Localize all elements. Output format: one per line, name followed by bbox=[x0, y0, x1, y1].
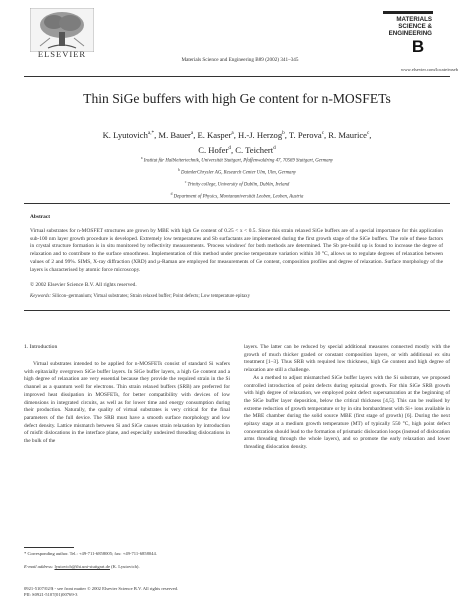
corresponding-author-note: * Corresponding author. Tel.: +49-711-6858005; fax: +49-711-6858044. bbox=[24, 551, 157, 556]
email-label: E-mail address: bbox=[24, 564, 54, 569]
journal-logo-letter: B bbox=[411, 37, 425, 55]
header-rule bbox=[24, 76, 450, 77]
journal-citation: Materials Science and Engineering B89 (2002) 341–345 bbox=[181, 57, 299, 63]
affiliations bbox=[24, 154, 450, 202]
abstract-top-rule bbox=[24, 203, 450, 204]
keywords-label: Keywords: bbox=[30, 294, 52, 299]
issn-footer bbox=[24, 586, 324, 599]
author-sup: c bbox=[321, 130, 324, 136]
author: R. Maurice bbox=[328, 129, 367, 140]
journal-url: www.elsevier.com/locate/mseb bbox=[400, 67, 458, 72]
footnote-rule bbox=[24, 547, 74, 548]
author: C. Teichert bbox=[235, 144, 274, 155]
affiliation: $^c$ Trinity college, University of Dublin, Dublin, Ireland bbox=[184, 180, 290, 188]
author-sup: c bbox=[366, 130, 370, 136]
body-column-left: Virtual substrates intended to be applied for n-MOSFETs consist of standard Si wafers with epitaxially overgrown SiGe buffer layers. In SiGe buffer layers, a high Ge content and a high degree of relaxation are very essential because they provide the required strain in the Si channel as a quantum well for electrons. Thin strain relaxed buffers (SRB) are preferred for improved heat dissipation in MOSFETs, for better compatibility with devices of low dimensions in integrated circuits, as well as for lower time and energy consumption during their production. Naturally, the quality of virtual substrates is very critical for the final parameters of the full device. The SRB must have a smooth surface morphology and low defect density. Lattice mismatch between Si and SiGe causes strain relaxation by introduction of misfit dislocations in the interface plane, and especially undesired threading dislocations in the bulk of the bbox=[24, 361, 230, 445]
issn-line: 0921-5107/02/$ - see front matter © 2002 Elsevier Science B.V. All rights reserved. bbox=[24, 586, 179, 591]
author-sup: a bbox=[190, 130, 194, 136]
author: K. Lyutovich bbox=[102, 129, 148, 140]
author: H.-J. Herzog bbox=[238, 129, 283, 140]
body-paragraph: As a method to adjust mismatched SiGe buffer layers with the Si substrate, we proposed controlled introduction of point defects during epitaxial growth. For thin SiGe SRB growth with high degree of relaxation, we employed point defect supersaturation at the beginning of the SiGe buffer layer deposition, below the critical thickness [4,5]. This can be realised by extreme reduction of growth temperature or by in situ bombardment with Si+ ions available in the MBE chamber during the solid source MBE (first stage of growth) [6]. During the next epitaxy stage at a medium growth temperature (MT) of typically 550 °C, high point defect concentration should lead to the formation of prismatic dislocation loops (instead of dislocation arms threading through the whole layers), and so promote the early relaxation and lower threading dislocation density. bbox=[244, 374, 450, 451]
affiliation: $^b$ DaimlerChrysler AG, Research Center Ulm, Ulm, Germany bbox=[178, 168, 296, 176]
article-title: Thin SiGe buffers with high Ge content for n-MOSFETs bbox=[83, 91, 391, 106]
body-paragraph: layers. The latter can be reduced by special additional measures connected mostly with the growth of much thicker graded or constant composition layers, or with additional ex situ treatment [1–3]. Thus SRB with required low thickness, high Ge content and high degree of relaxation are still a challenge. bbox=[244, 344, 450, 374]
author: T. Perova bbox=[288, 129, 322, 140]
author-sup: d bbox=[228, 144, 231, 151]
journal-logo-line-3: ENGINEERING bbox=[388, 30, 432, 37]
pii-line: PII: S0921-5107(01)00769-3 bbox=[24, 592, 78, 598]
author-line-1: K. Lyutovich$^{a,*}$, M. Bauer$^a$, E. Kasper$^a$, H.-J. Herzog$^b$, T. Perova$^c$, R. Maurice$^c$, bbox=[102, 129, 372, 140]
publisher-name: ELSEVIER bbox=[37, 49, 87, 59]
affiliation: $^d$ Department of Physics, Montanuniversität Leoben, Leoben, Austria bbox=[170, 192, 304, 200]
author-list bbox=[24, 127, 450, 157]
elsevier-tree-logo bbox=[30, 8, 94, 52]
author-sup: a,* bbox=[147, 130, 155, 136]
email-suffix: (K. Lyutovich). bbox=[111, 564, 140, 569]
abstract-copyright: © 2002 Elsevier Science B.V. All rights reserved. bbox=[30, 282, 137, 288]
email-note bbox=[24, 564, 230, 570]
abstract-body: Virtual substrates for n-MOSFET structures are grown by MBE with high Ge content of 0.25 < x < 0.5. Since this strain relaxed SiGe buffers are of a special importance for this application sub-100 nm layer growth procedure is developed. Extremely low temperatures and Sb surfactants are implemented during the first growth stage of the SiGe buffers. The role of these factors in crystal structure formation is in situ monitored by reflectivity measurements. 'Process windows' for both methods are determined. The Sb pre-build up is found to increase the degree of relaxation and to contribute to the surface smoothness. Implementation of this method under precise temperature variation within 30 °C, allows us to regulate degrees of relaxation between values of 2 and 99%. SIMS, X-ray diffraction (XRD) and μ-Raman are employed for measurements of Ge content, composition profiles and degree of relaxation. Surface morphology of the layers is characterised by atomic force microscopy. bbox=[30, 228, 443, 273]
author-sup: a bbox=[231, 130, 234, 136]
email-link[interactable]: lyutovich@iht.uni-stuttgart.de bbox=[54, 564, 110, 569]
author-sup: d bbox=[273, 144, 276, 151]
abstract-bottom-rule bbox=[24, 310, 450, 311]
journal-logo-line-1: MATERIALS bbox=[396, 16, 432, 23]
journal-logo bbox=[383, 11, 433, 55]
body-column-right bbox=[244, 344, 450, 452]
author-line-2: C. Hofer$^d$, C. Teichert$^d$ bbox=[198, 144, 276, 155]
section-heading: 1. Introduction bbox=[24, 344, 58, 350]
author: E. Kasper bbox=[197, 129, 232, 140]
abstract-heading: Abstract bbox=[30, 214, 51, 220]
affiliation: $^a$ Institut für Halbleitertechnik, Universität Stuttgart, Pfaffenwaldring 47, 70569 Stuttgart, Germany bbox=[140, 156, 334, 164]
author: M. Bauer bbox=[158, 129, 191, 140]
author-sup: b bbox=[282, 130, 285, 136]
author: C. Hofer bbox=[198, 144, 229, 155]
journal-logo-line-2: SCIENCE & bbox=[398, 23, 432, 30]
keywords bbox=[30, 294, 443, 299]
keywords-list: Silicon–germanium; Virtual substrates; Strain relaxed buffer; Point defects; Low temperature epitaxy bbox=[52, 294, 251, 299]
